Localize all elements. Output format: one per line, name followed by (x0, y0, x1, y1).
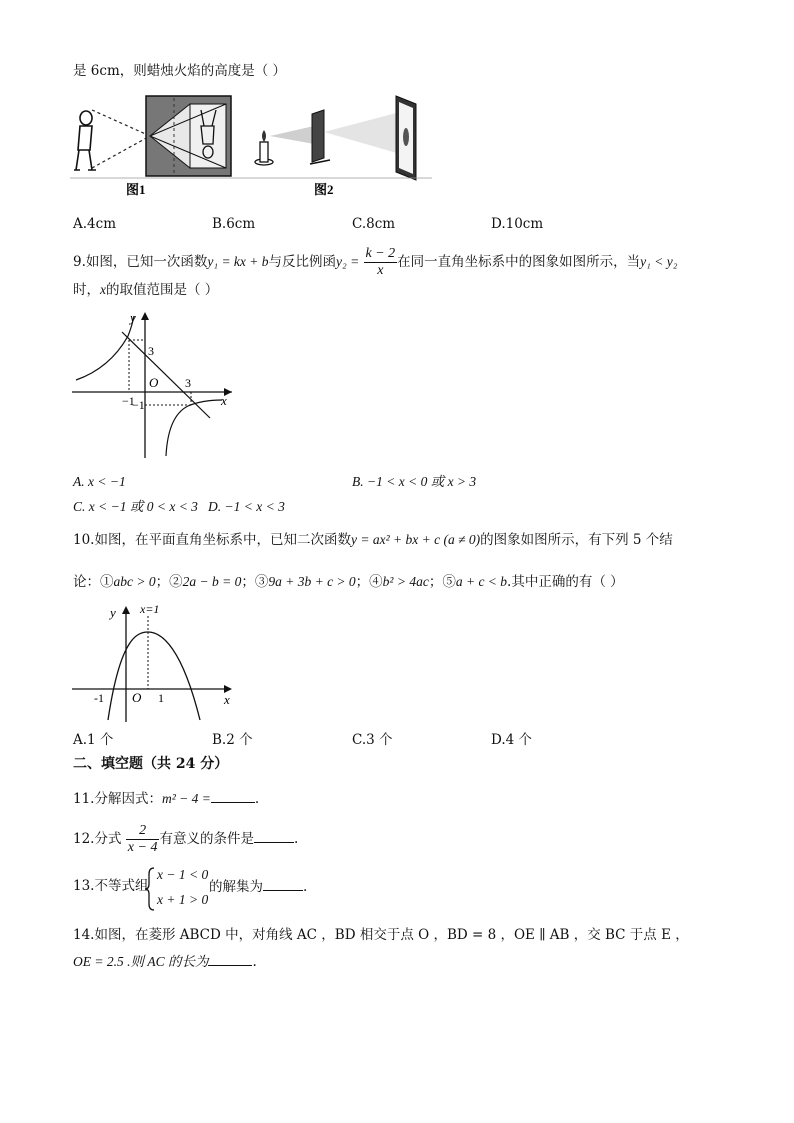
label-1: 1 (158, 691, 164, 705)
q12-frac-num: 2 (126, 823, 160, 840)
q10-text: 10.如图，在平面直角坐标系中，已知二次函数 (73, 532, 351, 548)
label-y3: 3 (148, 344, 154, 358)
q12-end: . (293, 831, 299, 847)
origin-label: O (149, 375, 159, 390)
q11-answer-blank (211, 789, 255, 803)
q8-stem-tail: 是 6cm，则蜡烛火焰的高度是（ ） (73, 63, 287, 79)
q12-answer-blank (254, 829, 294, 843)
q12 (73, 823, 298, 856)
fig1-caption: 图1 (126, 182, 146, 197)
pinhole-box (146, 96, 231, 176)
q10-conclusion-2: 2a − b = 0 (182, 574, 242, 589)
q8-option-a: A.4cm (73, 216, 116, 232)
x-axis-label: x (224, 692, 230, 707)
q9-option-b: B. −1 < x < 0 或 x > 3 (352, 474, 477, 489)
q9-fraction (364, 246, 398, 279)
q10-conclusion-1: abc > 0 (113, 574, 156, 589)
q11-expression: m² − 4 = (161, 791, 211, 806)
q10-option-a: A.1 个 (73, 732, 114, 748)
q12-fraction (126, 823, 160, 856)
q14-line2 (73, 952, 257, 971)
q9-y1-expression: y₁ = kx + b (207, 254, 269, 269)
q9-text-mid: 与反比例函 (268, 254, 337, 270)
q12-text: 12.分式 (73, 831, 122, 847)
q13-prefix: 13.不等式组 (73, 878, 149, 894)
hyperbola-right-branch (166, 400, 222, 456)
label-y-neg1: −1 (132, 398, 145, 412)
q14-text: OE = 2.5 .则 AC 的长为 (73, 954, 209, 969)
q10-conclusion-5: a + c < b (455, 574, 508, 589)
x-axis-label: x (221, 393, 227, 408)
fig2-caption: 图2 (314, 182, 334, 197)
y-axis-label: y (130, 310, 136, 325)
origin-label: O (132, 690, 142, 705)
q11-text: 11.分解因式： (73, 791, 162, 807)
pinhole-plate (310, 110, 330, 164)
q13-end: . (303, 879, 308, 895)
section-heading: 二、填空题（共 24 分） (73, 756, 229, 772)
q8-option-c: C.8cm (352, 216, 396, 232)
q9-text-post: 在同一直角坐标系中的图象如图所示，当 (397, 254, 641, 270)
q10-text-post: 的图象如图所示，有下列 5 个结 (480, 532, 673, 548)
q12-text-post: 有意义的条件是 (159, 831, 254, 847)
q9-var: x (100, 282, 106, 297)
q9-option-c: C. x < −1 或 0 < x < 3 (73, 499, 198, 514)
q13-brace (144, 866, 156, 912)
q10-option-b: B.2 个 (212, 732, 253, 748)
q10-option-c: C.3 个 (352, 732, 393, 748)
q9-frac-num: k − 2 (365, 246, 396, 261)
q9-text-line2-post: 的取值范围是（ ） (106, 282, 219, 298)
label-x-neg1: −1 (122, 394, 135, 408)
q9-option-a: A. x < −1 (73, 474, 126, 489)
y-axis-label: y (110, 605, 116, 620)
q8-option-b: B.6cm (212, 216, 256, 232)
screen (396, 96, 416, 180)
q10-sep3: ；③ (241, 574, 269, 590)
parabola (108, 632, 200, 720)
q10-option-d: D.4 个 (491, 732, 533, 748)
q14-end: . (252, 954, 257, 970)
q9-frac-den: x (377, 263, 384, 278)
q10-graph (70, 600, 240, 724)
q11-end: . (254, 791, 260, 807)
q10-stem-line2 (73, 573, 624, 591)
q9-inequality: y₁ < y₂ (640, 254, 678, 269)
q10-stem-line1 (73, 531, 673, 549)
q13-text-post: 的解集为 (209, 879, 263, 895)
person-figure (74, 111, 96, 170)
q14-line1: 14.如图，在菱形 ABCD 中，对角线 AC ，BD 相交于点 O ，BD = 8 ，OE ∥ AB ，交 BC 于点 E ， (73, 927, 689, 943)
q10-sep5: ；⑤ (428, 574, 456, 590)
q9-stem-line2 (73, 281, 218, 299)
label-x3: 3 (185, 376, 191, 390)
q13-row1: x − 1 < 0 (157, 867, 209, 882)
q13-row2: x + 1 > 0 (157, 892, 209, 907)
axis-of-symmetry-label: x=1 (140, 602, 160, 616)
q13-suffix (209, 877, 307, 896)
q9-text-line2: 时， (73, 282, 100, 298)
q10-text-line2: 论：① (73, 574, 114, 590)
q8-option-d: D.10cm (491, 216, 544, 232)
q12-frac-den: x − 4 (127, 840, 158, 855)
q10-conclusion-4: b² > 4ac (382, 574, 429, 589)
q9-y2-lhs: y₂ = (336, 254, 360, 269)
q13-answer-blank (263, 877, 303, 891)
q11 (73, 789, 259, 808)
q9-option-d: D. −1 < x < 3 (208, 499, 285, 514)
q10-expression: y = ax² + bx + c (a ≠ 0) (350, 532, 481, 547)
q9-stem-line1 (73, 246, 677, 279)
q10-conclusion-3: 9a + 3b + c > 0 (268, 574, 356, 589)
q9-text: 9.如图，已知一次函数 (73, 254, 208, 270)
q9-graph (70, 308, 240, 463)
q10-sep2: ；② (155, 574, 183, 590)
q8-figures (70, 92, 432, 204)
candle-figure (255, 130, 273, 165)
hyperbola-left-branch (76, 316, 134, 380)
label-neg1: -1 (94, 691, 104, 705)
q10-sep4: ；④ (355, 574, 383, 590)
q14-answer-blank (208, 952, 252, 966)
q10-text-line2-post: .其中正确的有（ ） (507, 574, 624, 590)
